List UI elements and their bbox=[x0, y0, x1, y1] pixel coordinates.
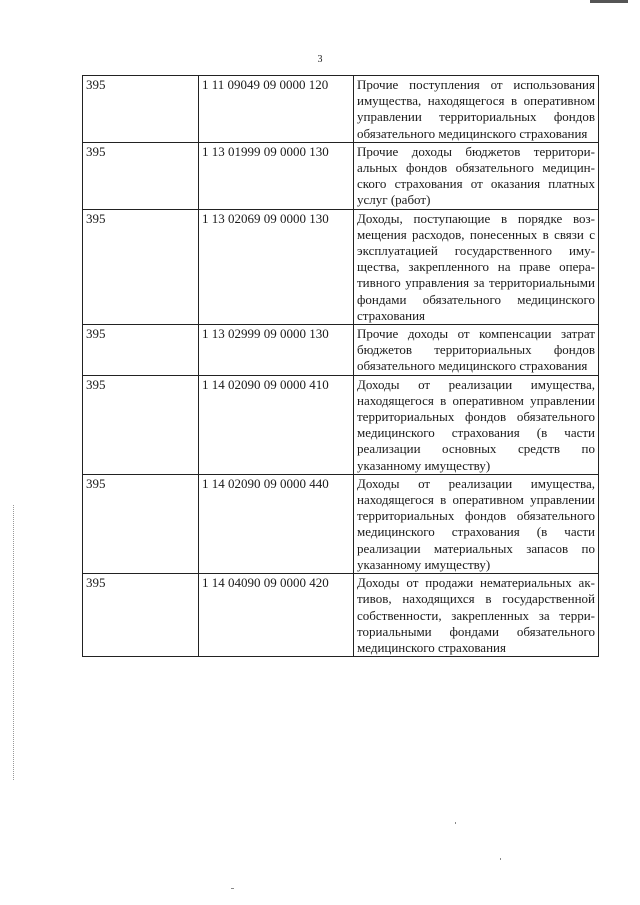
budget-code-cell: 1 14 04090 09 0000 420 bbox=[199, 574, 354, 657]
scan-speck bbox=[500, 858, 501, 860]
scan-corner-mark bbox=[590, 0, 628, 3]
budget-codes-table bbox=[82, 75, 599, 657]
scan-speck bbox=[231, 888, 234, 889]
revenue-name-cell: Прочие поступления от использования имущества, находящегося в оперативном управлении территориальных фондов обязательного медицинского страхования bbox=[354, 76, 599, 143]
budget-code-cell: 1 13 01999 09 0000 130 bbox=[199, 142, 354, 209]
budget-code-cell: 1 13 02999 09 0000 130 bbox=[199, 325, 354, 376]
table-row bbox=[83, 76, 599, 143]
admin-code-cell: 395 bbox=[83, 574, 199, 657]
revenue-name-cell: Доходы от продажи нематериальных активов, находящихся в государственной собственности, закрепленных за территориальными фондами обязательного медицинского страхования bbox=[354, 574, 599, 657]
revenue-name-cell: Прочие доходы от компенсации затрат бюджетов территориальных фондов обязательного медицинского страхования bbox=[354, 325, 599, 376]
table-row bbox=[83, 574, 599, 657]
admin-code-cell: 395 bbox=[83, 209, 199, 324]
table-row bbox=[83, 474, 599, 573]
scan-speck bbox=[455, 822, 456, 824]
table-row bbox=[83, 209, 599, 324]
table-row bbox=[83, 375, 599, 474]
admin-code-cell: 395 bbox=[83, 142, 199, 209]
page-number: 3 bbox=[317, 54, 323, 65]
admin-code-cell: 395 bbox=[83, 325, 199, 376]
budget-code-cell: 1 11 09049 09 0000 120 bbox=[199, 76, 354, 143]
revenue-name-cell: Доходы от реализации имущества, находящегося в оперативном управлении территориальных фондов обязательного медицинского страхования (в части реализации основных средств по указанному имуществу) bbox=[354, 375, 599, 474]
revenue-name-cell: Доходы от реализации имущества, находящегося в оперативном управлении территориальных фондов обязательного медицинского страхования (в части реализации материальных запасов по указанному имуществу) bbox=[354, 474, 599, 573]
budget-code-cell: 1 13 02069 09 0000 130 bbox=[199, 209, 354, 324]
scan-margin-artifact bbox=[13, 505, 15, 780]
budget-code-cell: 1 14 02090 09 0000 440 bbox=[199, 474, 354, 573]
table-row bbox=[83, 325, 599, 376]
admin-code-cell: 395 bbox=[83, 375, 199, 474]
budget-code-cell: 1 14 02090 09 0000 410 bbox=[199, 375, 354, 474]
revenue-name-cell: Прочие доходы бюджетов территориальных фондов обязательного медицинского страхования от оказания платных услуг (работ) bbox=[354, 142, 599, 209]
admin-code-cell: 395 bbox=[83, 474, 199, 573]
admin-code-cell: 395 bbox=[83, 76, 199, 143]
table-row bbox=[83, 142, 599, 209]
revenue-name-cell: Доходы, поступающие в порядке возмещения расходов, понесенных в связи с эксплуатацией государственного имущества, закрепленного на праве оперативного управления за территориальными фондами обязательного медицинского страхования bbox=[354, 209, 599, 324]
